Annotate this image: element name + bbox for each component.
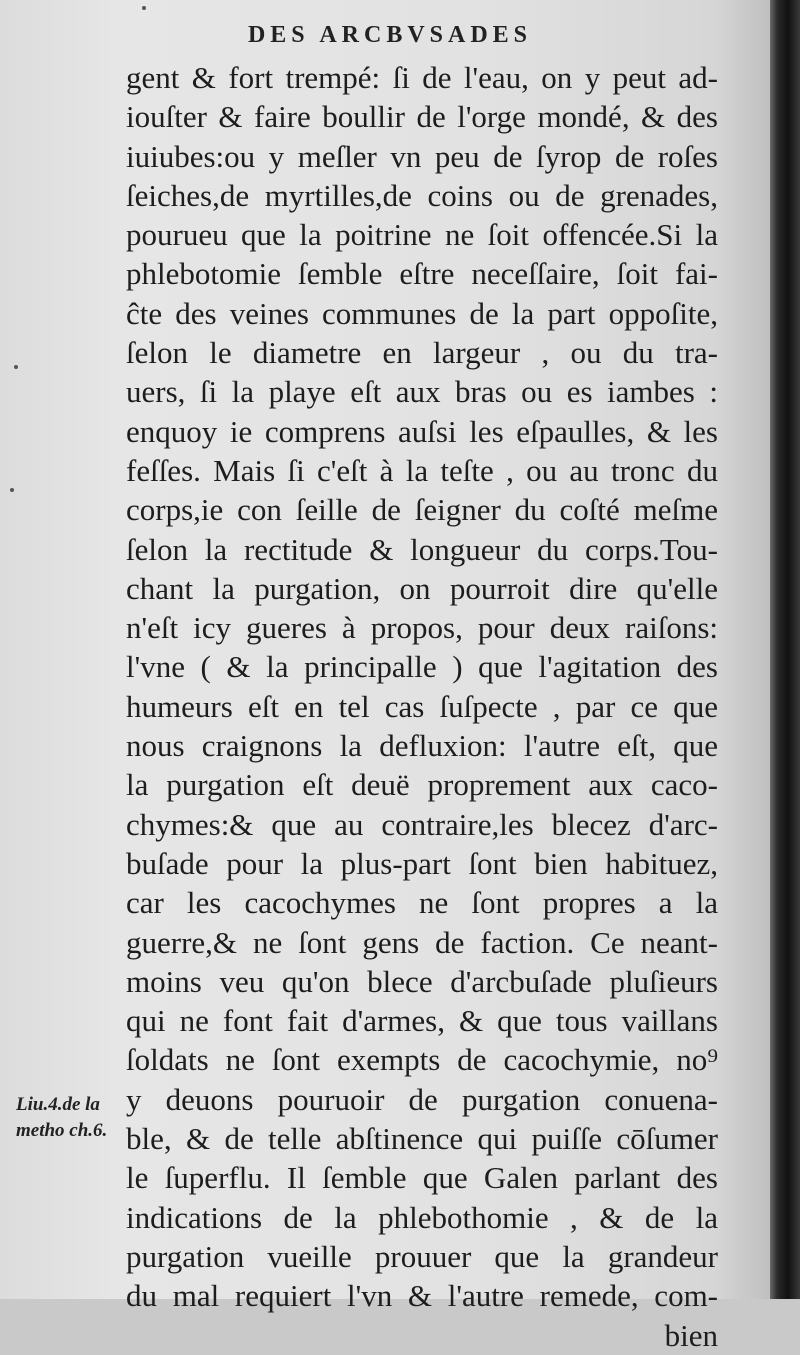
text-line: ſoldats ne ſont exempts de cacochymie, no⁹ xyxy=(126,1042,718,1078)
running-head: DES ARCBVSADES xyxy=(247,22,533,48)
text-line: pourueu que la poitrine ne ſoit offencée.Si la xyxy=(126,217,718,253)
text-line: purgation vueille prouuer que la grandeur xyxy=(126,1238,718,1274)
text-line: iuiubes:ou y meſler vn peu de ſyrop de roſes xyxy=(126,138,718,174)
text-line: humeurs eſt en tel cas ſuſpecte , par ce que xyxy=(126,688,718,724)
catchword-line: bien xyxy=(664,1317,718,1353)
text-line: corps,ie con ſeille de ſeigner du coſté meſme xyxy=(126,492,718,528)
text-line: enquoy ie comprens auſsi les eſpaulles, & les xyxy=(126,413,718,449)
text-line: ble, & de telle abſtinence qui puiſſe cōſumer xyxy=(126,1121,718,1157)
ink-speck xyxy=(142,6,146,10)
text-line: ſeiches,de myrtilles,de coins ou de grenades, xyxy=(126,177,718,213)
text-line: chant la purgation, on pourroit dire qu'elle xyxy=(126,570,718,606)
text-line: feſſes. Mais ſi c'eſt à la teſte , ou au tronc du xyxy=(126,452,718,488)
text-line: y deuons pouruoir de purgation conuena- xyxy=(126,1081,718,1117)
text-line: moins veu qu'on blece d'arcbuſade pluſieurs xyxy=(126,963,718,999)
text-line: le ſuperflu. Il ſemble que Galen parlant des xyxy=(126,1160,718,1196)
text-line: guerre,& ne ſont gens de faction. Ce neant- xyxy=(126,924,718,960)
book-gutter xyxy=(770,0,800,1299)
text-line: du mal requiert l'vn & l'autre remede, com- xyxy=(126,1278,718,1314)
text-line: chymes:& que au contraire,les blecez d'arc- xyxy=(126,806,718,842)
text-line: car les cacochymes ne ſont propres a la xyxy=(126,885,718,921)
body-text xyxy=(126,58,718,1355)
text-line: iouſter & faire boullir de l'orge mondé, & des xyxy=(126,99,718,135)
text-line: buſade pour la plus-part ſont bien habituez, xyxy=(126,845,718,881)
text-line: n'eſt icy gueres à propos, pour deux raiſons: xyxy=(126,610,718,646)
text-line: ſelon le diametre en largeur , ou du tra- xyxy=(126,335,718,371)
text-line: phlebotomie ſemble eſtre neceſſaire, ſoit fai- xyxy=(126,256,718,292)
text-line: ĉte des veines communes de la part oppoſite, xyxy=(126,295,718,331)
text-line: l'vne ( & la principalle ) que l'agitation des xyxy=(126,649,718,685)
text-line: qui ne font fait d'armes, & que tous vaillans xyxy=(126,1003,718,1039)
text-line: la purgation eſt deuë proprement aux caco- xyxy=(126,767,718,803)
text-line: ſelon la rectitude & longueur du corps.Tou- xyxy=(126,531,718,567)
margin-note-reference-cont: metho ch.6. xyxy=(16,1120,108,1141)
margin-note-reference: Liu.4.de la xyxy=(16,1094,100,1115)
text-line: gent & fort trempé: ſi de l'eau, on y peut ad- xyxy=(126,60,718,95)
text-line: nous craignons la defluxion: l'autre eſt, que xyxy=(126,728,718,764)
ink-speck xyxy=(10,488,14,492)
text-line: uers, ſi la playe eſt aux bras ou es iambes : xyxy=(126,374,718,410)
text-line: indications de la phlebothomie , & de la xyxy=(126,1199,718,1235)
ink-speck xyxy=(14,365,18,369)
